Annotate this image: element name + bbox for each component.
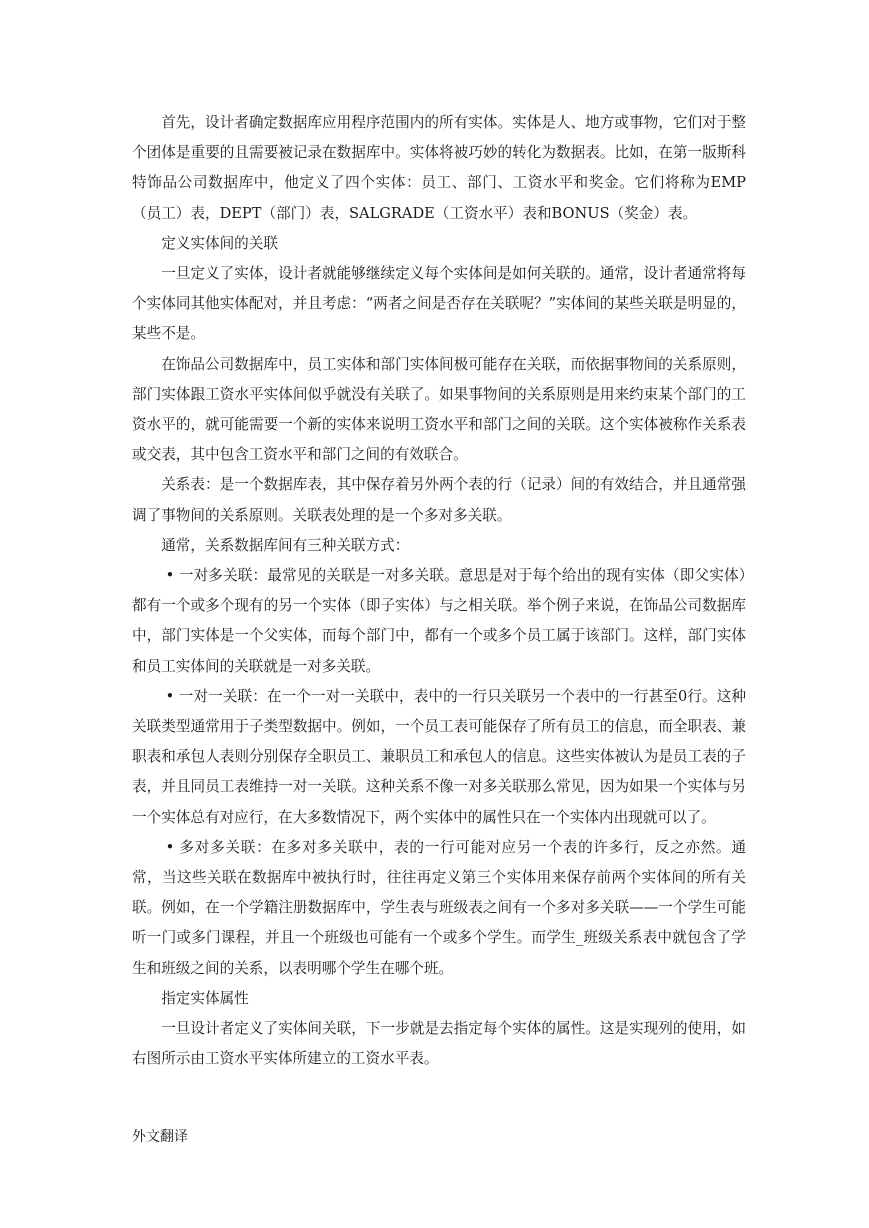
bullet-mark: •: [165, 567, 175, 585]
heading-define-relationships: 定义实体间的关联: [161, 234, 278, 252]
bullet-one-to-one: [132, 682, 746, 833]
paragraph-relationships-intro: 一旦定义了实体，设计者就能够继续定义每个实体间是如何关联的。通常，设计者通常将每个实体同其他实体配对，并且考虑：“两者之间是否存在关联呢？”实体间的某些关联是明显的，某些不是。: [132, 265, 746, 343]
bullet-mark: •: [165, 838, 175, 856]
paragraph-relationship-types-intro: 通常，关系数据库间有三种关联方式：: [161, 536, 410, 554]
bullet-text: 多对多关联：在多对多关联中，表的一行可能对应另一个表的许多行，反之亦然。通常，当这些关联在数据库中被执行时，往往再定义第三个实体用来保存前两个实体间的所有关联。例如，在一个学籍注册数据库中，学生表与班级表之间有一个多对多关联——一个学生可能听一门或多门课程，并且一个班级也可能有一个或多个学生。而学生_班级关系表中就包含了学生和班级之间的关系，以表明哪个学生在哪个班。: [132, 838, 746, 977]
heading-specify-attributes: 指定实体属性: [161, 989, 249, 1007]
paragraph-entities-intro: 首先，设计者确定数据库应用程序范围内的所有实体。实体是人、地方或事物，它们对于整个团体是重要的且需要被记录在数据库中。实体将被巧妙的转化为数据表。比如，在第一版斯科特饰品公司数据库中，他定义了四个实体：员工、部门、工资水平和奖金。它们将称为EMP（员工）表，DEPT（部门）表，SALGRADE（工资水平）表和BONUS（奖金）表。: [132, 114, 746, 222]
bullet-many-to-many: [132, 833, 746, 984]
page-footer-label: 外文翻译: [132, 1129, 188, 1145]
paragraph-gadget-database-relationships: 在饰品公司数据库中，员工实体和部门实体间极可能存在关联，而依据事物间的关系原则，部门实体跟工资水平实体间似乎就没有关联了。如果事物间的关系原则是用来约束某个部门的工资水平的，就可能需要一个新的实体来说明工资水平和部门之间的关联。这个实体被称作关系表或交表，其中包含工资水平和部门之间的有效联合。: [132, 355, 746, 464]
paragraph-attributes: 一旦设计者定义了实体间关联，下一步就是去指定每个实体的属性。这是实现列的使用，如右图所示由工资水平实体所建立的工资水平表。: [132, 1020, 746, 1068]
bullet-one-to-many: [132, 561, 746, 682]
bullet-text: 一对多关联：最常见的关联是一对多关联。意思是对于每个给出的现有实体（即父实体）都有一个或多个现有的另一个实体（即子实体）与之相关联。举个例子来说，在饰品公司数据库中，部门实体是一个父实体，而每个部门中，都有一个或多个员工属于该部门。这样，部门实体和员工实体间的关联就是一对多关联。: [132, 567, 746, 675]
paragraph-relationship-table-definition: 关系表：是一个数据库表，其中保存着另外两个表的行（记录）间的有效结合，并且通常强调了事物间的关系原则。关联表处理的是一个多对多关联。: [132, 476, 746, 524]
bullet-text: 一对一关联：在一个一对一关联中，表中的一行只关联另一个表中的一行甚至0行。这种关联类型通常用于子类型数据中。例如，一个员工表可能保存了所有员工的信息，而全职表、兼职表和承包人表则分别保存全职员工、兼职员工和承包人的信息。这些实体被认为是员工表的子表，并且同员工表维持一对一关联。这种关系不像一对多关联那么常见，因为如果一个实体与另一个实体总有对应行，在大多数情况下，两个实体中的属性只在一个实体内出现就可以了。: [132, 687, 746, 826]
document-body: [132, 108, 746, 1075]
bullet-mark: •: [165, 687, 175, 705]
